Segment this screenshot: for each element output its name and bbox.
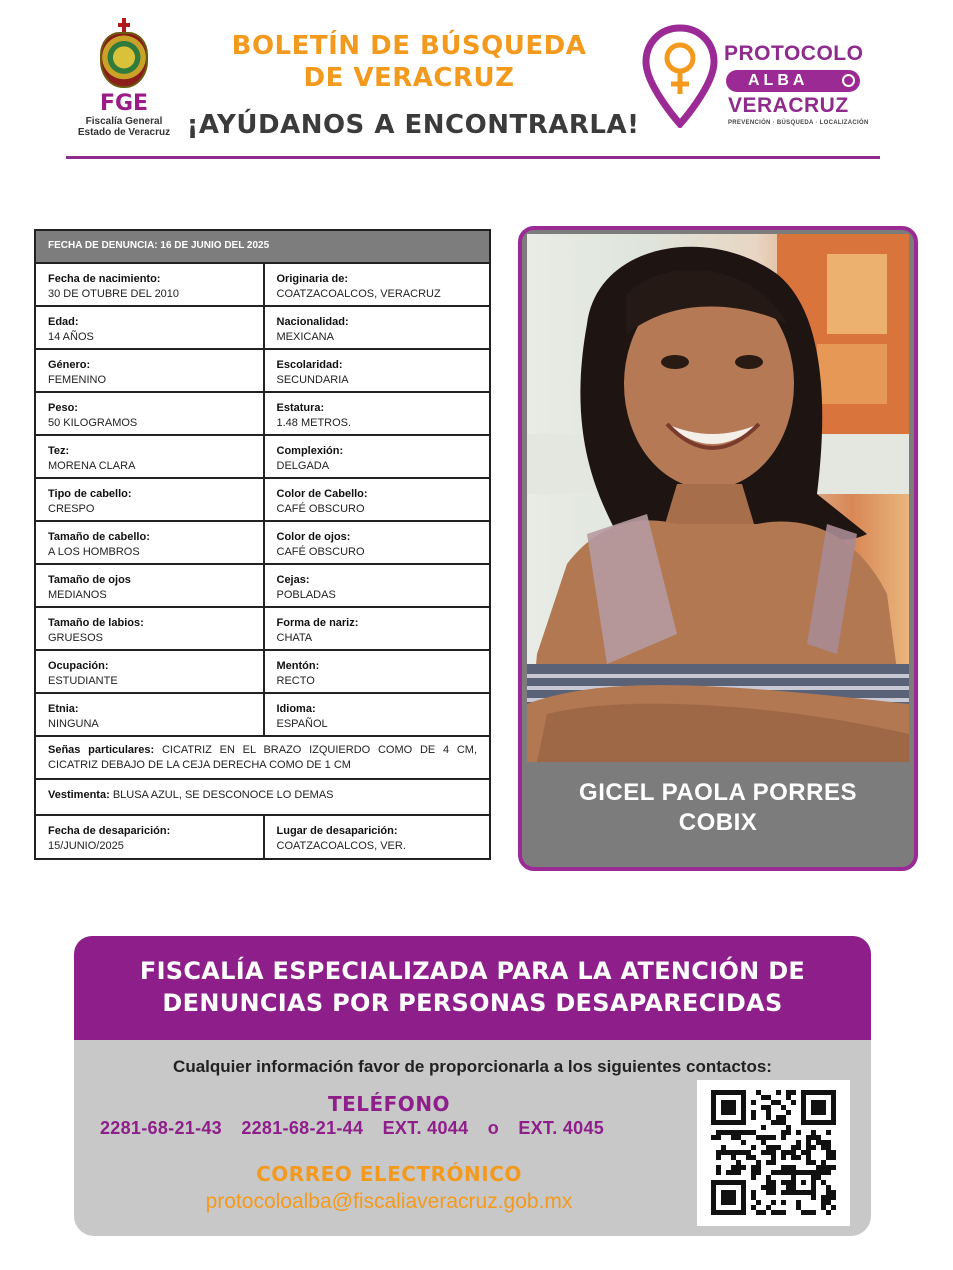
data-cell	[36, 350, 263, 391]
extension-2: EXT. 4045	[518, 1118, 605, 1138]
data-row	[36, 393, 489, 436]
field-value: 1.48 METROS.	[276, 417, 352, 429]
person-name	[522, 778, 914, 838]
contact-info-panel	[74, 1040, 871, 1236]
alba-protocolo-text: PROTOCOLO	[724, 42, 864, 65]
field-value: RECTO	[276, 675, 315, 687]
field-label: Cejas:	[276, 574, 310, 586]
data-cell	[36, 393, 263, 434]
data-row	[36, 565, 489, 608]
field-label: Tamaño de ojos	[48, 574, 131, 586]
field-label: Idioma:	[276, 703, 316, 715]
marks-label: Señas particulares:	[48, 744, 155, 756]
bulletin-header	[0, 0, 953, 160]
field-label: Mentón:	[276, 660, 320, 672]
data-row	[36, 307, 489, 350]
data-cell	[36, 522, 263, 563]
data-cell	[263, 436, 490, 477]
data-cell	[263, 307, 490, 348]
magnifier-icon	[842, 74, 855, 87]
data-row	[36, 436, 489, 479]
field-label: Tipo de cabello:	[48, 488, 132, 500]
missing-place-label: Lugar de desaparición:	[276, 825, 398, 837]
clothing-label: Vestimenta:	[48, 789, 110, 801]
bulletin-title-line1: BOLETÍN DE BÚSQUEDA	[231, 31, 587, 61]
missing-date-label: Fecha de desaparición:	[48, 825, 171, 837]
contact-intro: Cualquier información favor de proporcionarla a los siguientes contactos:	[173, 1057, 772, 1076]
data-row	[36, 479, 489, 522]
data-cell	[36, 694, 263, 735]
field-value: CHATA	[276, 632, 313, 644]
field-value: 50 KILOGRAMOS	[48, 417, 138, 429]
field-label: Forma de nariz:	[276, 617, 359, 629]
header-divider	[66, 156, 880, 159]
data-row	[36, 694, 489, 737]
field-label: Género:	[48, 359, 91, 371]
data-row	[36, 608, 489, 651]
protocolo-alba-logo	[640, 24, 870, 134]
data-row	[36, 651, 489, 694]
field-label: Color de ojos:	[276, 531, 351, 543]
fge-name-line2: Estado de Veracruz	[77, 127, 171, 138]
data-cell	[263, 522, 490, 563]
prosecutor-office-band	[74, 936, 871, 1040]
missing-person-data-table	[34, 229, 491, 860]
email-label: CORREO ELECTRÓNICO	[256, 1162, 522, 1186]
alba-badge: ALBA	[726, 70, 860, 92]
field-value: POBLADAS	[276, 589, 336, 601]
data-cell	[36, 608, 263, 649]
data-cell	[36, 651, 263, 692]
missing-date-value: 15/JUNIO/2025	[48, 840, 124, 852]
data-cell	[263, 350, 490, 391]
clothing	[36, 780, 489, 816]
field-value: 30 DE OTUBRE DEL 2010	[48, 288, 180, 300]
person-photo-illustration	[527, 234, 909, 762]
data-cell	[263, 565, 490, 606]
missing-info-row	[36, 816, 489, 860]
extension-1: EXT. 4044	[382, 1118, 469, 1138]
field-label: Estatura:	[276, 402, 325, 414]
person-name-line1: GICEL PAOLA PORRES	[579, 779, 857, 806]
person-photo	[527, 234, 909, 762]
field-value: A LOS HOMBROS	[48, 546, 140, 558]
field-value: MEXICANA	[276, 331, 334, 343]
data-cell	[36, 565, 263, 606]
phone-numbers	[100, 1118, 690, 1139]
fge-name-line1: Fiscalía General	[85, 116, 163, 127]
data-cell	[263, 393, 490, 434]
missing-place-cell	[263, 816, 490, 860]
data-cell	[263, 264, 490, 305]
person-name-line2: COBIX	[678, 809, 758, 836]
field-label: Edad:	[48, 316, 79, 328]
field-label: Fecha de nacimiento:	[48, 273, 161, 285]
field-value: MORENA CLARA	[48, 460, 136, 472]
field-value: CRESPO	[48, 503, 95, 515]
extension-conjunction: o	[487, 1118, 499, 1138]
data-cell	[263, 479, 490, 520]
field-value: ESTUDIANTE	[48, 675, 118, 687]
data-cell	[263, 608, 490, 649]
field-value: SECUNDARIA	[276, 374, 349, 386]
location-pin-female-icon	[642, 24, 718, 128]
phone-number-1[interactable]: 2281-68-21-43	[100, 1118, 222, 1138]
data-cell	[263, 651, 490, 692]
field-value: CAFÉ OBSCURO	[276, 546, 365, 558]
distinguishing-marks	[36, 737, 489, 780]
field-label: Ocupación:	[48, 660, 109, 672]
person-photo-card	[518, 226, 918, 871]
data-cell	[263, 694, 490, 735]
data-cell	[36, 264, 263, 305]
field-value: COATZACOALCOS, VERACRUZ	[276, 288, 441, 300]
field-value: CAFÉ OBSCURO	[276, 503, 365, 515]
missing-place-value: COATZACOALCOS, VER.	[276, 840, 406, 852]
field-label: Color de Cabello:	[276, 488, 368, 500]
phone-label: TELÉFONO	[327, 1092, 451, 1116]
field-label: Peso:	[48, 402, 78, 414]
field-value: DELGADA	[276, 460, 330, 472]
data-row	[36, 522, 489, 565]
fge-logo	[74, 18, 174, 138]
veracruz-seal-icon	[96, 18, 152, 88]
field-label: Originaria de:	[276, 273, 349, 285]
clothing-value: BLUSA AZUL, SE DESCONOCE LO DEMAS	[112, 789, 334, 801]
report-date: FECHA DE DENUNCIA: 16 DE JUNIO DEL 2025	[36, 231, 489, 264]
field-label: Tamaño de cabello:	[48, 531, 150, 543]
data-row	[36, 350, 489, 393]
email-address[interactable]: protocoloalba@fiscaliaveracruz.gob.mx	[205, 1190, 573, 1213]
data-cell	[36, 436, 263, 477]
qr-code-icon	[711, 1090, 836, 1215]
fge-abbreviation: FGE	[99, 91, 149, 116]
bulletin-title-line2: DE VERACRUZ	[303, 63, 515, 93]
marks-value: CICATRIZ EN EL BRAZO IZQUIERDO COMO DE 4 CM, CICATRIZ DEBAJO DE LA CEJA DERECHA COMO DE 1 CM	[48, 744, 478, 771]
field-value: ESPAÑOL	[276, 718, 328, 730]
field-label: Tamaño de labios:	[48, 617, 144, 629]
alba-tagline: PREVENCIÓN · BÚSQUEDA · LOCALIZACIÓN	[728, 120, 869, 126]
phone-number-2[interactable]: 2281-68-21-44	[241, 1118, 364, 1138]
bulletin-title	[186, 30, 632, 94]
missing-date-cell	[36, 816, 263, 860]
field-label: Etnia:	[48, 703, 79, 715]
data-row	[36, 264, 489, 307]
field-value: NINGUNA	[48, 718, 99, 730]
field-label: Escolaridad:	[276, 359, 343, 371]
data-rows	[36, 264, 489, 737]
data-cell	[36, 479, 263, 520]
field-label: Complexión:	[276, 445, 344, 457]
field-value: GRUESOS	[48, 632, 104, 644]
bulletin-subtitle: ¡AYÚDANOS A ENCONTRARLA!	[186, 110, 640, 140]
office-name-line2: DENUNCIAS POR PERSONAS DESAPARECIDAS	[162, 989, 783, 1017]
field-label: Nacionalidad:	[276, 316, 349, 328]
data-cell	[36, 307, 263, 348]
field-value: FEMENINO	[48, 374, 107, 386]
qr-code[interactable]	[697, 1080, 850, 1226]
alba-veracruz-text: VERACRUZ	[728, 94, 849, 117]
field-value: MEDIANOS	[48, 589, 107, 601]
field-label: Tez:	[48, 445, 70, 457]
office-name-line1: FISCALÍA ESPECIALIZADA PARA LA ATENCIÓN DE	[139, 957, 806, 985]
field-value: 14 AÑOS	[48, 331, 94, 343]
